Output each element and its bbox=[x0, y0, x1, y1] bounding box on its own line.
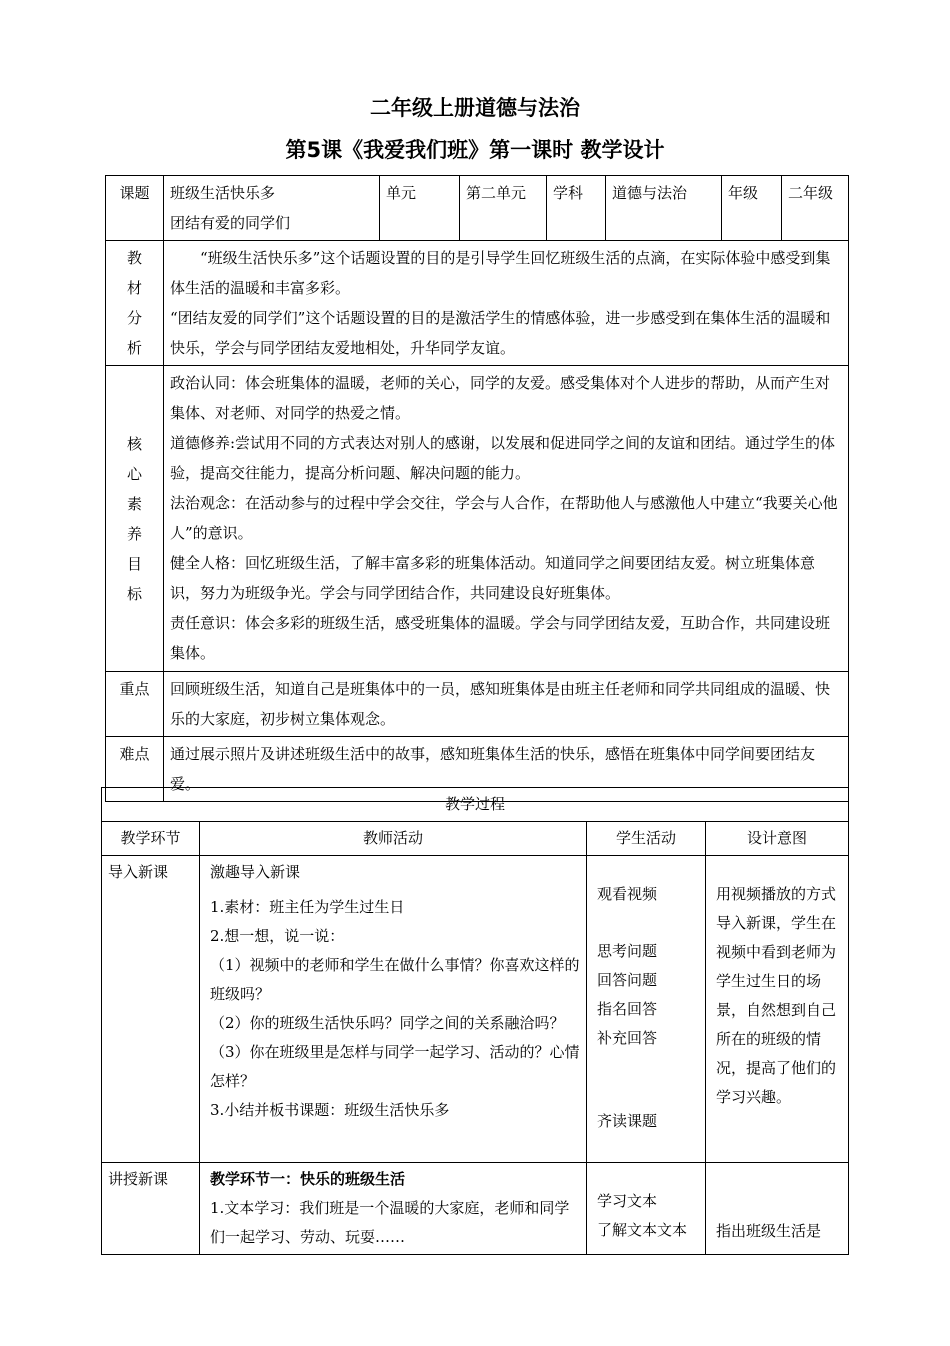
goal-moral: 道德修养:尝试用不同的方式表达对别人的感谢，以发展和促进同学之间的友谊和团结。通过学生的体验，提高交往能力，提高分析问题、解决问题的能力。 bbox=[170, 434, 836, 482]
document-title: 二年级上册道德与法治 bbox=[370, 96, 580, 120]
teacher-activity-new bbox=[200, 1163, 587, 1255]
header-student: 学生活动 bbox=[587, 822, 706, 856]
lesson-topic-2: 团结有爱的同学们 bbox=[170, 214, 291, 232]
student-item: 学习文本 bbox=[597, 1192, 658, 1210]
intent-text: 指出班级生活是 bbox=[716, 1222, 822, 1240]
goal-personality: 健全人格：回忆班级生活，了解丰富多彩的班集体活动。知道同学之间要团结友爱。树立班集体意识，努力为班级争光。学会与同学团结合作，共同建设良好班集体。 bbox=[170, 554, 816, 602]
stage-new-lesson: 讲授新课 bbox=[102, 1163, 200, 1255]
unit-label: 单元 bbox=[380, 176, 460, 241]
subject-value: 道德与法治 bbox=[606, 176, 722, 241]
teacher-item: （1）视频中的老师和学生在做什么事情？你喜欢这样的班级吗？ bbox=[210, 956, 580, 1003]
analysis-content bbox=[164, 241, 849, 366]
teacher-item: （2）你的班级生活快乐吗？同学之间的关系融洽吗？ bbox=[210, 1014, 565, 1032]
process-title: 教学过程 bbox=[102, 788, 849, 822]
lesson-topics bbox=[164, 176, 380, 241]
difficulty-text: 通过展示照片及讲述班级生活中的故事，感知班集体生活的快乐，感悟在班集体中同学间要团结友爱。 bbox=[164, 737, 849, 802]
analysis-label bbox=[106, 241, 164, 366]
analysis-label-line-1: 教材 bbox=[126, 249, 154, 297]
difficulty-label: 难点 bbox=[106, 737, 164, 802]
lesson-topic-1: 班级生活快乐多 bbox=[170, 184, 276, 202]
grade-label: 年级 bbox=[722, 176, 782, 241]
goal-responsibility: 责任意识：体会多彩的班级生活，感受班集体的温暖。学会与同学团结友爱，互助合作，共同建设班集体。 bbox=[170, 614, 831, 662]
lesson-info-table bbox=[105, 175, 849, 802]
analysis-label-line-2: 分析 bbox=[126, 309, 154, 357]
student-item: 思考问题 bbox=[597, 942, 658, 960]
lesson-label: 课题 bbox=[106, 176, 164, 241]
student-item: 了解文本文本 bbox=[597, 1221, 688, 1239]
unit-value: 第二单元 bbox=[460, 176, 547, 241]
goals-label bbox=[106, 366, 164, 672]
header-stage: 教学环节 bbox=[102, 822, 200, 856]
teacher-text: 1.文本学习：我们班是一个温暖的大家庭，老师和同学们一起学习、劳动、玩耍…… bbox=[210, 1199, 570, 1246]
design-intent-intro: 用视频播放的方式导入新课，学生在视频中看到老师为学生过生日的场景，自然想到自己所在的班级的情况，提高了他们的学习兴趣。 bbox=[706, 856, 849, 1163]
teaching-process-table bbox=[101, 787, 849, 1255]
document-subtitle: 第5课《我爱我们班》第一课时 教学设计 bbox=[285, 138, 665, 162]
student-item: 观看视频 bbox=[597, 885, 658, 903]
teacher-item: （3）你在班级里是怎样与同学一起学习、活动的？心情怎样？ bbox=[210, 1043, 580, 1090]
student-item: 回答问题 bbox=[597, 971, 658, 989]
analysis-paragraph-2: “团结友爱的同学们”这个话题设置的目的是激活学生的情感体验，进一步感受到在集体生活的温暖和快乐，学会与同学团结友爱地相处，升华同学友谊。 bbox=[170, 309, 831, 357]
key-point-label: 重点 bbox=[106, 672, 164, 737]
goals-label-line-3: 目标 bbox=[126, 554, 154, 603]
stage-intro: 导入新课 bbox=[102, 856, 200, 1163]
teacher-item: 激趣导入新课 bbox=[210, 863, 301, 881]
goals-label-line-2: 素养 bbox=[126, 494, 154, 543]
header-teacher: 教师活动 bbox=[200, 822, 587, 856]
teacher-item: 1.素材：班主任为学生过生日 bbox=[210, 898, 405, 916]
student-item: 指名回答 bbox=[597, 1000, 658, 1018]
student-item: 齐读课题 bbox=[597, 1112, 658, 1130]
teacher-activity-intro bbox=[200, 856, 587, 1163]
analysis-paragraph-1: “班级生活快乐多”这个话题设置的目的是引导学生回忆班级生活的点滴，在实际体验中感受到集体生活的温暖和丰富多彩。 bbox=[170, 249, 831, 297]
goal-law: 法治观念：在活动参与的过程中学会交往，学会与人合作，在帮助他人与感激他人中建立“我要关心他人”的意识。 bbox=[170, 494, 838, 542]
design-intent-new bbox=[706, 1163, 849, 1255]
student-item: 补充回答 bbox=[597, 1029, 658, 1047]
teacher-item: 2.想一想，说一说： bbox=[210, 927, 345, 945]
teacher-section-heading: 教学环节一：快乐的班级生活 bbox=[210, 1170, 406, 1188]
subject-label: 学科 bbox=[547, 176, 606, 241]
goal-political: 政治认同：体会班集体的温暖，老师的关心，同学的友爱。感受集体对个人进步的帮助，从而产生对集体、对老师、对同学的热爱之情。 bbox=[170, 374, 831, 422]
student-activity-intro bbox=[587, 856, 706, 1163]
student-activity-new bbox=[587, 1163, 706, 1255]
goals-content bbox=[164, 366, 849, 672]
header-intent: 设计意图 bbox=[706, 822, 849, 856]
grade-value: 二年级 bbox=[782, 176, 849, 241]
key-point-text: 回顾班级生活，知道自己是班集体中的一员，感知班集体是由班主任老师和同学共同组成的温暖、快乐的大家庭，初步树立集体观念。 bbox=[164, 672, 849, 737]
teacher-item: 3.小结并板书课题：班级生活快乐多 bbox=[210, 1101, 450, 1119]
goals-label-line-1: 核心 bbox=[126, 434, 154, 483]
